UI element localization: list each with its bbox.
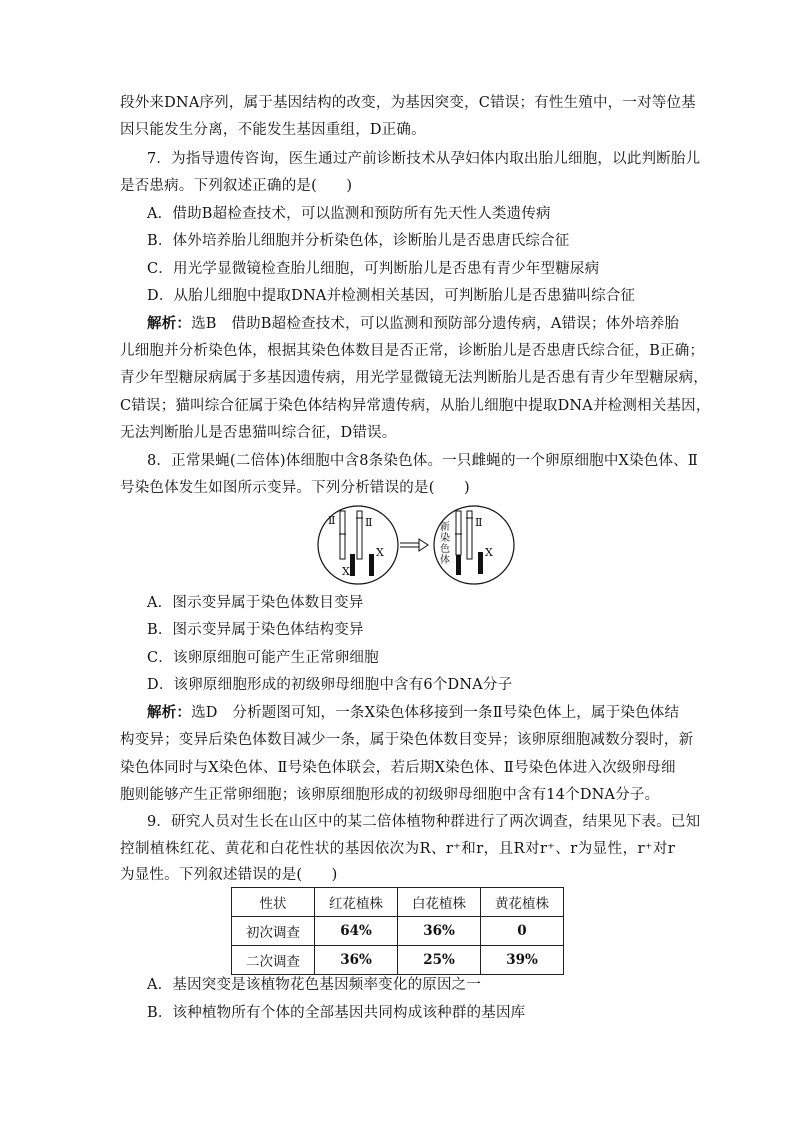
question-7-option-c: C．用光学显微镜检查胎儿细胞，可判断胎儿是否患有青少年型糖尿病 bbox=[147, 261, 600, 277]
question-9-stem-cont: 为显性。下列叙述错误的是( ) bbox=[120, 867, 338, 883]
answer-8-line: 胞则能够产生正常卵细胞；该卵原细胞形成的初级卵母细胞中含有14个DNA分子。 bbox=[120, 787, 660, 803]
table-cell: 64% bbox=[315, 917, 398, 946]
answer-7-line: 无法判断胎儿是否患猫叫综合征，D错误。 bbox=[120, 425, 397, 441]
arrow-icon bbox=[400, 539, 428, 551]
survey-table bbox=[231, 887, 564, 975]
table-header-cell: 白花植株 bbox=[398, 888, 481, 917]
chromosome-diagram bbox=[316, 504, 528, 586]
answer-7-line: 青少年型糖尿病属于多基因遗传病，用光学显微镜无法判断胎儿是否患有青少年型糖尿病， bbox=[120, 370, 708, 386]
question-8-option-c: C．该卵原细胞可能产生正常卵细胞 bbox=[147, 650, 379, 666]
new-chromosome-x-part bbox=[456, 555, 461, 575]
table-row bbox=[232, 946, 564, 975]
label-new-chromosome: 色 bbox=[440, 544, 450, 555]
answer-8-line: 构变异；变异后染色体数目减少一条，属于染色体数目变异；该卵原细胞减数分裂时，新 bbox=[120, 732, 694, 748]
question-9-stem-cont: 控制植株红花、黄花和白花性状的基因依次为R、r⁺和r，且R对r⁺、r为显性，r⁺对r bbox=[120, 841, 675, 857]
table-header-cell: 性状 bbox=[232, 888, 315, 917]
text-line: 段外来DNA序列，属于基因结构的改变，为基因突变，C错误；有性生殖中，一对等位基 bbox=[120, 95, 696, 111]
answer-7-line: C错误；猫叫综合征属于染色体结构异常遗传病，从胎儿细胞中提取DNA并检测相关基因， bbox=[120, 398, 711, 414]
answer-7-line: 儿细胞并分析染色体，根据其染色体数目是否正常，诊断胎儿是否患唐氏综合征，B正确； bbox=[120, 343, 705, 359]
label-new-chromosome: 新 bbox=[440, 522, 450, 533]
question-7-option-d: D．从胎儿细胞中提取DNA并检测相关基因，可判断胎儿是否患猫叫综合征 bbox=[147, 288, 636, 304]
answer-label: 解析： bbox=[147, 315, 192, 332]
chromosome-x bbox=[350, 554, 355, 576]
label-ii: Ⅱ bbox=[328, 514, 336, 527]
question-7-option-a: A．借助B超检查技术，可以监测和预防所有先天性人类遗传病 bbox=[147, 206, 551, 222]
question-8-option-b: B．图示变异属于染色体结构变异 bbox=[147, 622, 364, 638]
question-9-option-b: B．该种植物所有个体的全部基因共同构成该种群的基因库 bbox=[147, 1005, 526, 1021]
label-x: X bbox=[376, 546, 384, 559]
answer-text: 选B 借助B超检查技术，可以监测和预防部分遗传病，A错误；体外培养胎 bbox=[191, 316, 680, 332]
answer-label: 解析： bbox=[147, 704, 192, 721]
table-cell: 25% bbox=[398, 946, 481, 975]
new-chromosome bbox=[456, 511, 461, 555]
question-8-stem: 8．正常果蝇(二倍体)体细胞中含8条染色体。一只雌蝇的一个卵原细胞中X染色体、Ⅱ bbox=[147, 453, 698, 469]
table-cell: 39% bbox=[481, 946, 564, 975]
table-header-row bbox=[232, 888, 564, 917]
label-new-chromosome: 染 bbox=[440, 533, 450, 544]
question-9-stem: 9．研究人员对生长在山区中的某二倍体植物种群进行了两次调查，结果见下表。已知 bbox=[147, 814, 701, 830]
label-ii: Ⅱ bbox=[475, 516, 483, 529]
question-8-option-d: D．该卵原细胞形成的初级卵母细胞中含有6个DNA分子 bbox=[147, 677, 513, 693]
answer-text: 选D 分析题图可知，一条X染色体移接到一条Ⅱ号染色体上，属于染色体结 bbox=[191, 705, 680, 721]
table-row-label: 二次调查 bbox=[232, 946, 315, 975]
label-ii: Ⅱ bbox=[365, 516, 373, 529]
question-9-option-a: A．基因突变是该植物花色基因频率变化的原因之一 bbox=[147, 977, 482, 993]
table-row-label: 初次调查 bbox=[232, 917, 315, 946]
question-7-stem-cont: 是否患病。下列叙述正确的是( ) bbox=[120, 178, 353, 194]
label-x: X bbox=[342, 565, 350, 578]
text-line: 因只能发生分离，不能发生基因重组，D正确。 bbox=[120, 122, 426, 138]
answer-8-line: 染色体同时与X染色体、Ⅱ号染色体联会，若后期X染色体、Ⅱ号染色体进入次级卵母细 bbox=[120, 760, 676, 776]
chromosome-x bbox=[478, 552, 483, 574]
chromosome-ii bbox=[340, 511, 345, 559]
question-8-stem-cont: 号染色体发生如图所示变异。下列分析错误的是( ) bbox=[120, 480, 470, 496]
table-cell: 36% bbox=[315, 946, 398, 975]
question-8-option-a: A．图示变异属于染色体数目变异 bbox=[147, 595, 364, 611]
table-row bbox=[232, 917, 564, 946]
chromosome-x bbox=[369, 554, 374, 576]
label-x: X bbox=[485, 546, 493, 559]
question-7-option-b: B．体外培养胎儿细胞并分析染色体，诊断胎儿是否患唐氏综合征 bbox=[147, 233, 570, 249]
answer-7-line bbox=[147, 311, 680, 337]
table-header-cell: 红花植株 bbox=[315, 888, 398, 917]
question-7-stem: 7．为指导遗传咨询，医生通过产前诊断技术从孕妇体内取出胎儿细胞，以此判断胎儿 bbox=[147, 151, 701, 167]
answer-8-line bbox=[147, 700, 680, 726]
table-cell: 0 bbox=[481, 917, 564, 946]
table-cell: 36% bbox=[398, 917, 481, 946]
table-header-cell: 黄花植株 bbox=[481, 888, 564, 917]
label-new-chromosome: 体 bbox=[440, 555, 450, 566]
